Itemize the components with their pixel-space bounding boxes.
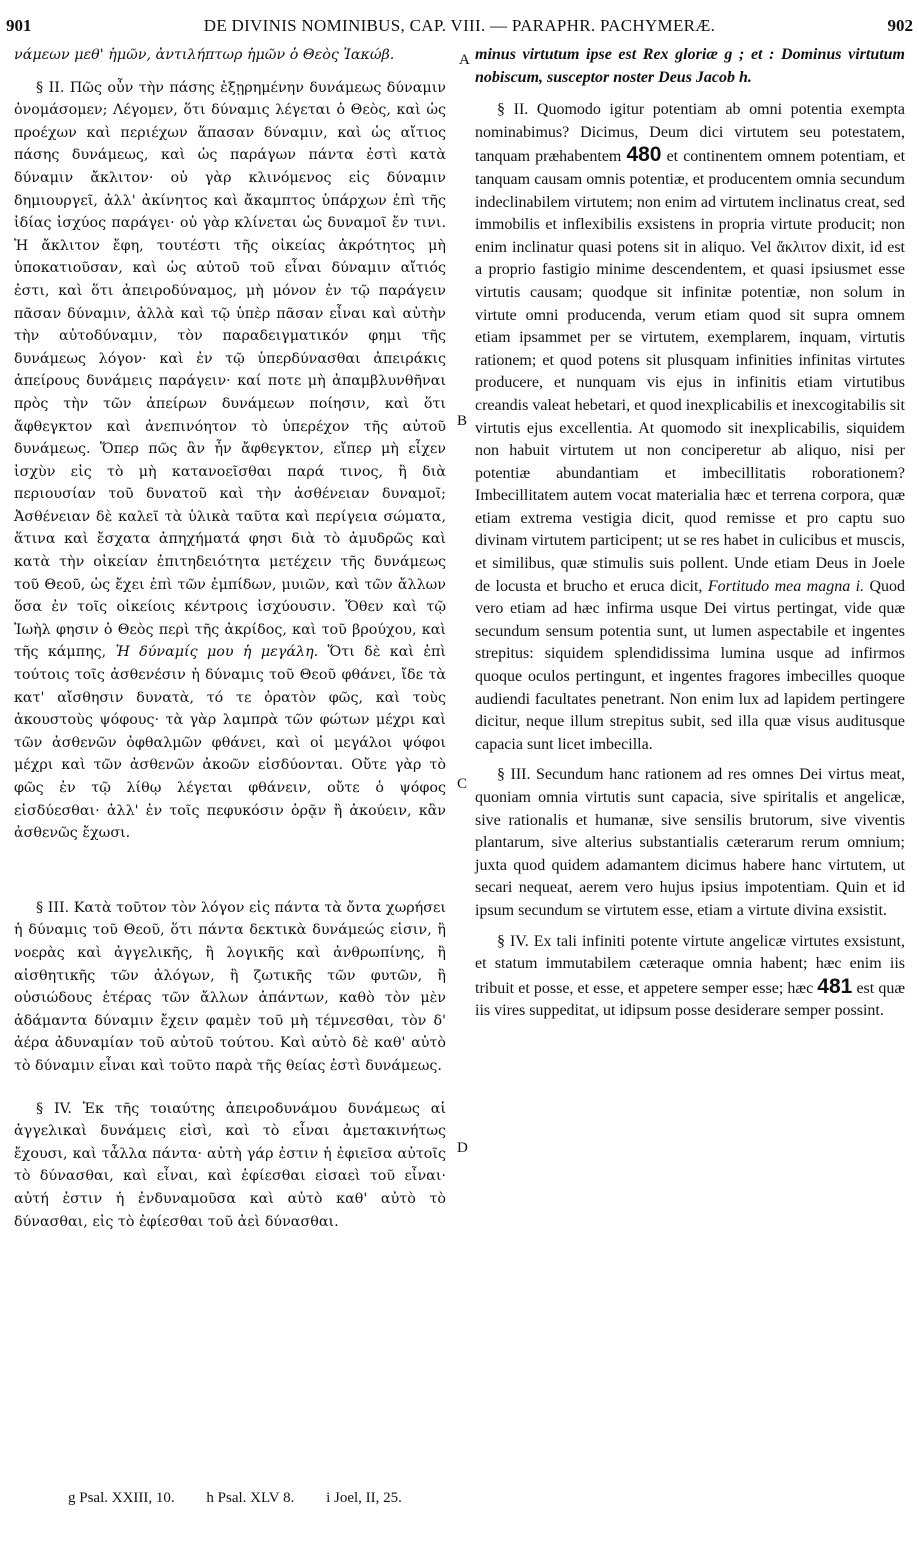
latin-section-2 [475,99,905,756]
running-header [0,16,919,40]
footnote-i: i Joel, II, 25. [326,1490,402,1506]
latin-sec4-b: est quæ iis vires suppeditat, ut idipsum posse desiderare semper possint. [475,979,906,1020]
page-number-right: 902 [887,16,913,35]
margin-letter-a: A [459,52,470,68]
latin-sec2-a: § II. Quomodo igitur potentiam ab omni potentia exempta nominabimus? Dicimus, Deum dici virtutem seu potestatem, tanquam præhabentem [475,101,905,166]
greek-sec2-quote: Ἡ δύναμίς μου ἡ μεγάλη. [115,644,319,661]
greek-section-2 [14,77,446,845]
running-title: DE DIVINIS NOMINIBUS, CAP. VIII. — PARAPHR. PACHYMERÆ. [203,16,716,35]
latin-sec4-a: § IV. Ex tali infiniti potente virtute angelicæ virtutes exsistunt, et statum immutabilem cæteraque omnia habent; hæc enim iis tribuit et posse, et esse, et appetere semper esse; hæc [475,932,905,997]
footnote-g: g Psal. XXIII, 10. [68,1490,175,1506]
greek-section-4: § IV. Ἐκ τῆς τοιαύτης ἀπειροδυνάμου δυνάμεως αἱ ἀγγελικαὶ δυνάμεις εἰσὶ, καὶ τὸ εἶναι ἀμετακινήτως ἔχουσι, καὶ τἆλλα πάντα· αὐτὴ γάρ ἐστιν ἡ ἐφιεῖσα αὐτοῖς τὸ δύνασθαι, καὶ εἶναι, καὶ ἐφίεσθαι εἰσαεὶ τοῦ εἶναι· αὐτή ἐστιν ἡ ἐνδυναμοῦσα καὶ αὐτὸ καθ' αὐτὸ τὸ δύνασθαι, εἰς τὸ ἐφίεσθαι τοῦ ἀεὶ δύνασθαι. [14,1100,446,1230]
latin-sec2-end: Quod vero etiam ad hæc infirma usque Dei virtus pertingat, vide quæ secundum sensum potentia sunt, ut lumen aspectabile et ingentes strepitus: siquidem splendidissima lumina usque ad infirmos quoque oculos pertingunt, et ingentes fragores imbecilles quoque audiendi facultates penetrant. Non enim lux ad lapidem pertingere dicitur, neque illum strepitus subit, sed illa quæ visus auditusque capacia sunt licet imbecilla. [475,577,906,753]
footnote-h: h Psal. XLV 8. [206,1490,295,1506]
latin-sec2-b: et continentem omnem potentiam, et tanquam causam omnis potentiæ, et producentem omnia secundum indeclinabilem virtutem; non enim ad virtutem inclinatus creat, sed immobilis et inflexibilis exsistens in propria virtute producit; non enim inclinatur quasi potens sit in aliquo. Vel ἄκλιτον dixit, id est a proprio fastigio minime descendentem, et quasi ipsiusmet esse virtutis causam; quodque sit infinitæ potentiæ, non solum in virtute omni producenda, verum etiam quod sit supra omnem etiam ipsammet per se virtutem, exemplarem, inquam, virtutis rationem; et quod potens sit plusquam infinities infinitas virtutes producere, et nunquam vis ejus in infinitis etiam virtutibus creandis valeat hebetari, et quod inexplicabilis et inexcogitabilis sit virtutis ejus excellentia. At quomodo sit inexplicabilis, siquidem non habuit virtutem ut non conciperetur ab aliquo, nisi per potentiæ abundantiam et imbecillitatis roborationem? Imbecillitatem autem vocat materialia hæc et terrena corpora, quæ etiam extrema vestigia dicit, quod remisse et pro captu suo divinam virtutem participent; ut se res habet in culicibus et muscis, et similibus, quæ stimulis suis pollent. Unde etiam Deus in Joele de locusta et brucho et eruca dicit, [475,148,906,595]
latin-section-4 [475,931,905,1023]
greek-column [14,44,446,1233]
margin-letter-b: B [457,413,468,429]
latin-column [475,44,905,1023]
greek-sec2-text: § II. Πῶς οὖν τὴν πάσης ἐξῃρημένην δυνάμεως δύναμιν ὀνομάσομεν; Λέγομεν, ὅτι δύναμις λέγεται ὁ Θεὸς, καὶ ὡς προέχων καὶ περιέχων ἅπασαν δύναμιν, καὶ ὡς αἴτιος πάσης δυνάμεως, καὶ ὡς παράγων πάντα ἐστὶ κατὰ δύναμιν ἄκλιτον· οὐ γὰρ κλινόμενος εἰς δύναμιν δημιουργεῖ, ἀλλ' ἀκίνητος καὶ ἄκαμπτος ὑπάρχων ἐπὶ τῆς ἰδίας ἰσχύος παράγει· οὐ γὰρ κλίνεται ὡς δυναμοῖ ἔν τινι. Ἡ ἄκλιτον ἔφη, τουτέστι τῆς οἰκείας ἀκρότητος μὴ ὑποκατιοῦσαν, καὶ ὡς αὐτοῦ τοῦ εἶναι δύναμιν αἴτιός ἐστι, καὶ ὅτι ἀπειροδύναμος, μὴ μόνον ἐν τῷ παράγειν πᾶσαν δύναμιν, ἀλλὰ καὶ τῷ ὑπὲρ πᾶσαν εἶναι καὶ αὐτὴν τὴν αὐτοδύναμιν, τὸν παραδειγματικόν φημι τῆς δυνάμεως λόγον· καὶ ἐν τῷ ὑπερδύνασθαι ἀπειράκις ἀπείρους δυνάμεις παράγειν· καί ποτε μὴ ἀπαμβλυνθῆναι πρὸς τὴν τῶν ἀπείρων δυνάμεων ποίησιν, καὶ ὅτι ἄφθεγκτον καὶ ἀνεπινόητον τὸ ὑπερέχον τῆς αὐτοῦ δυνάμεως. Ὅπερ πῶς ἂν ἦν ἄφθεγκτον, εἴπερ μὴ εἶχεν ἰσχὺν εἰς τὸ μὴ κατανοεῖσθαι παρά τινος, ἢ διὰ περιουσίαν τοῦ δυνατοῦ καὶ τὴν ἀσθένειαν δυναμοῖ; Ἀσθένειαν δὲ καλεῖ τὰ ὑλικὰ ταῦτα καὶ περίγεια σώματα, ἅτινα καὶ ἔσχατα ἀπηχήματά φησι διὰ τὸ ἀμυδρῶς καὶ κατὰ τὴν οἰκείαν ἐπιτηδειότητα μετέχειν τῆς δυνάμεως τοῦ Θεοῦ, ὡς ἔχει ἐπὶ τῶν ἐμπίδων, μυιῶν, καὶ τῶν ἄλλων ὅσα ἐν τοῖς οἰκείοις κέντροις ἰσχύουσιν. Ὅθεν καὶ τῷ Ἰωὴλ φησιν ὁ Θεὸς περὶ τῆς ἀκρίδος, καὶ τοῦ βρούχου, καὶ τῆς κάμπης, [14,79,446,661]
column-number-481: 481 [817,974,853,998]
column-number-480: 480 [626,143,662,167]
latin-opening: minus virtutum ipse est Rex gloriæ g ; et : Dominus virtutum nobiscum, susceptor noster Deus Jacob h. [475,46,905,86]
margin-letter-c: C [457,776,468,792]
margin-letter-d: D [457,1140,468,1156]
greek-sec2-end: Ὅτι δὲ καὶ ἐπὶ τούτοις τοῖς ἀσθενέσιν ἡ δύναμις τοῦ Θεοῦ φθάνει, ἴδε τὰ κατ' αἴσθησιν δυνατὰ, τό τε ὁρατὸν φῶς, καὶ τοὺς ἀκουστοὺς ψόφους· τὰ γὰρ λαμπρὰ τῶν φώτων μέχρι καὶ τῶν ἀσθενῶν ὀφθαλμῶν φθάνει, καὶ οἱ μεγάλοι ψόφοι μέχρι καὶ τῶν ἀσθενῶν ἀκοῶν εἰσδύονται. Οὔτε γὰρ τὸ φῶς ἐν τῷ λίθῳ λέγεται φθάνειν, οὔτε ὁ ψόφος εἰσδύεσθαι· ἀλλ' ἐν τοῖς πεφυκόσιν ὁρᾷν ἢ ἀκούειν, κἂν ἀσθενῶς ἔχωσι. [14,644,447,842]
latin-sec2-quote: Fortitudo mea magna i. [707,577,865,595]
latin-section-3: § III. Secundum hanc rationem ad res omnes Dei virtus meat, quoniam omnia virtutis sunt capacia, sive spiritalis et angelicæ, sive rationalis et humanæ, sive sensilis brutorum, sive viventis plantarum, sive alterius substantialis cæterarum rerum omnium; juxta quod quidem adamantem dicimus habere hanc virtutem, ut secari nequeat, aerem vero hujus ipsius impotentiam. Quin et id ipsum secundum se virtutem esse, etiam a virtute divina exsistit. [475,766,905,919]
greek-opening: νάμεων μεθ' ἡμῶν, ἀντιλήπτωρ ἡμῶν ὁ Θεὸς Ἰακώβ. [14,47,395,63]
page-number-left: 901 [6,16,32,35]
greek-section-3: § III. Κατὰ τοῦτον τὸν λόγον εἰς πάντα τὰ ὄντα χωρήσει ἡ δύναμις τοῦ Θεοῦ, ὅτι πάντα δεκτικὰ δυνάμεώς εἰσιν, ἢ νοερὰς καὶ ἀγγελικῆς, ἢ λογικῆς καὶ ἀνθρωπίνης, ἢ αἰσθητικῆς τῶν ἀλόγων, ἢ ζωτικῆς τῶν φυτῶν, ἢ οὐσιώδους ἑτέρας τῶν ἄλλων ἁπάντων, καθὸ τὸν μὲν ἀδάμαντα δύναμιν ἔχειν φαμὲν τοῦ μὴ τέμνεσθαι, τὸν δ' ἀέρα ἀδυναμίαν τοῦ αὐτοῦ τούτου. Καὶ αὐτὸ δὲ καθ' αὐτὸ τὸ δύναμιν εἶναι καὶ τοῦτο παρὰ τῆς θείας ἐστὶ δυνάμεως. [14,899,446,1074]
footnotes [68,1490,430,1507]
